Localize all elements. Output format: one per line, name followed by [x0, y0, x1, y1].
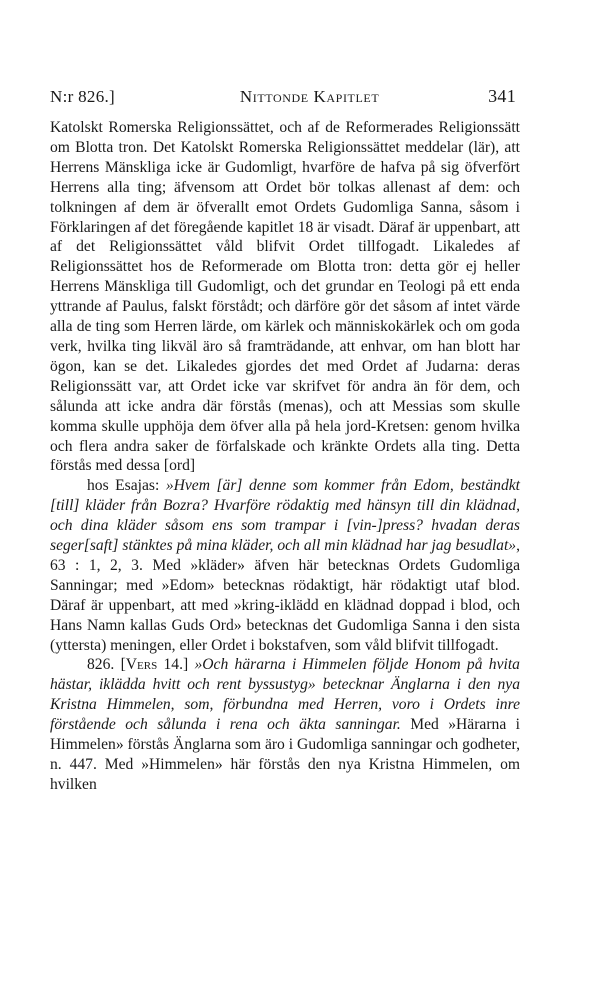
running-header	[50, 86, 520, 114]
page-number: 341	[488, 86, 516, 106]
paragraph-826-rest: Med »Härarna i Himmelen» förstås Änglarna som äro i Gudomliga sanningar och godheter, n. 447. Med »Himmelen» här förstås den nya Kristna Himmelen, om hvilken	[50, 716, 520, 793]
book-page	[50, 86, 520, 795]
body-text	[50, 118, 520, 795]
verse-label: Vers 14.]	[125, 656, 189, 674]
paragraph-2-rest: , 63 : 1, 2, 3. Med »kläder» äfven här betecknas Ordets Gudomliga Sanningar; med »Edom» betecknas rödaktigt, här rödaktigt utaf blod. Däraf är uppenbart, att med »kring-iklädd en klädnad doppad i blod, och Hans Namn kallas Guds Ord» betecknas det Gudomliga Sanna i den sista (yttersta) meningen, eller Ordet i bokstafven, som våld blifvit tillfogadt.	[50, 537, 520, 654]
chapter-title: Nittonde Kapitlet	[239, 87, 380, 106]
paragraph-1: Katolskt Romerska Religionssättet, och af de Reformerades Religionssätt om Blotta tron. Det Katolskt Romerska Religionssättet meddelar (lär), att Herrens Mänskliga icke är Gudomligt, hvarföre de hafva på sig öfverfört Herrens alla ting; äfvensom att Ordet bör tolkas allenast af dem: och tolkningen af dem är öfverallt emot Ordets Gudomliga Sanna, såsom i Förklaringen af det föregående kapitlet 18 är visadt. Däraf är uppenbart, att af det Religionssättet våld blifvit Ordet tillfogadt. Likaledes af Religionssättet hos de Reformerade om Blotta tron: detta gör ej heller Herrens Mänskliga till Gudomligt, och det grundar en Teologi på ett enda yttrande af Paulus, falskt förstådt; och därföre gör det såsom af intet värde alla de ting som Herren lärde, om kärlek och människokärlek och om goda verk, hvilka ting likväl äro så framträdande, att enhvar, om han blott har ögon, kan se det. Likaledes gjordes det med Ordet af Judarna: deras Religionssätt var, att Ordet icke var skrifvet för andra än för dem, och sålunda att icke andra där förstås (menas), och att Messias som skulle komma skulle upphöja dem öfver alla på hela jord-Kretsen: genom hvilka och flera andra saker de förfalskade och kränkte Ordets alla ting. Detta förstås med dessa [ord]	[50, 119, 520, 475]
section-reference: N:r 826.]	[50, 87, 116, 106]
paragraph-2-lead: hos Esajas:	[87, 477, 166, 495]
verse-14-quote: »Och härarna i Himmelen följde Honom på hvita hästar, iklädda hvitt och rent byssustyg» betecknar Änglarna i den nya Kristna Himmelen, som, förbundna med Herren, voro i Ordets inre förstående och sålunda i rena och äkta sanningar.	[50, 656, 520, 734]
paragraph-2	[50, 476, 520, 655]
paragraph-826	[50, 655, 520, 794]
esajas-quote: »Hvem [är] denne som kommer från Edom, beständkt [till] kläder från Bozra? Hvarföre rödaktig med hänsyn till din klädnad, och dina kläder såsom ens som trampar i [vin-]press? hvadan deras seger[saft] stänktes på mina kläder, och all min klädnad har jag besudlat»	[50, 477, 520, 555]
section-number-826: 826. [	[87, 656, 126, 674]
